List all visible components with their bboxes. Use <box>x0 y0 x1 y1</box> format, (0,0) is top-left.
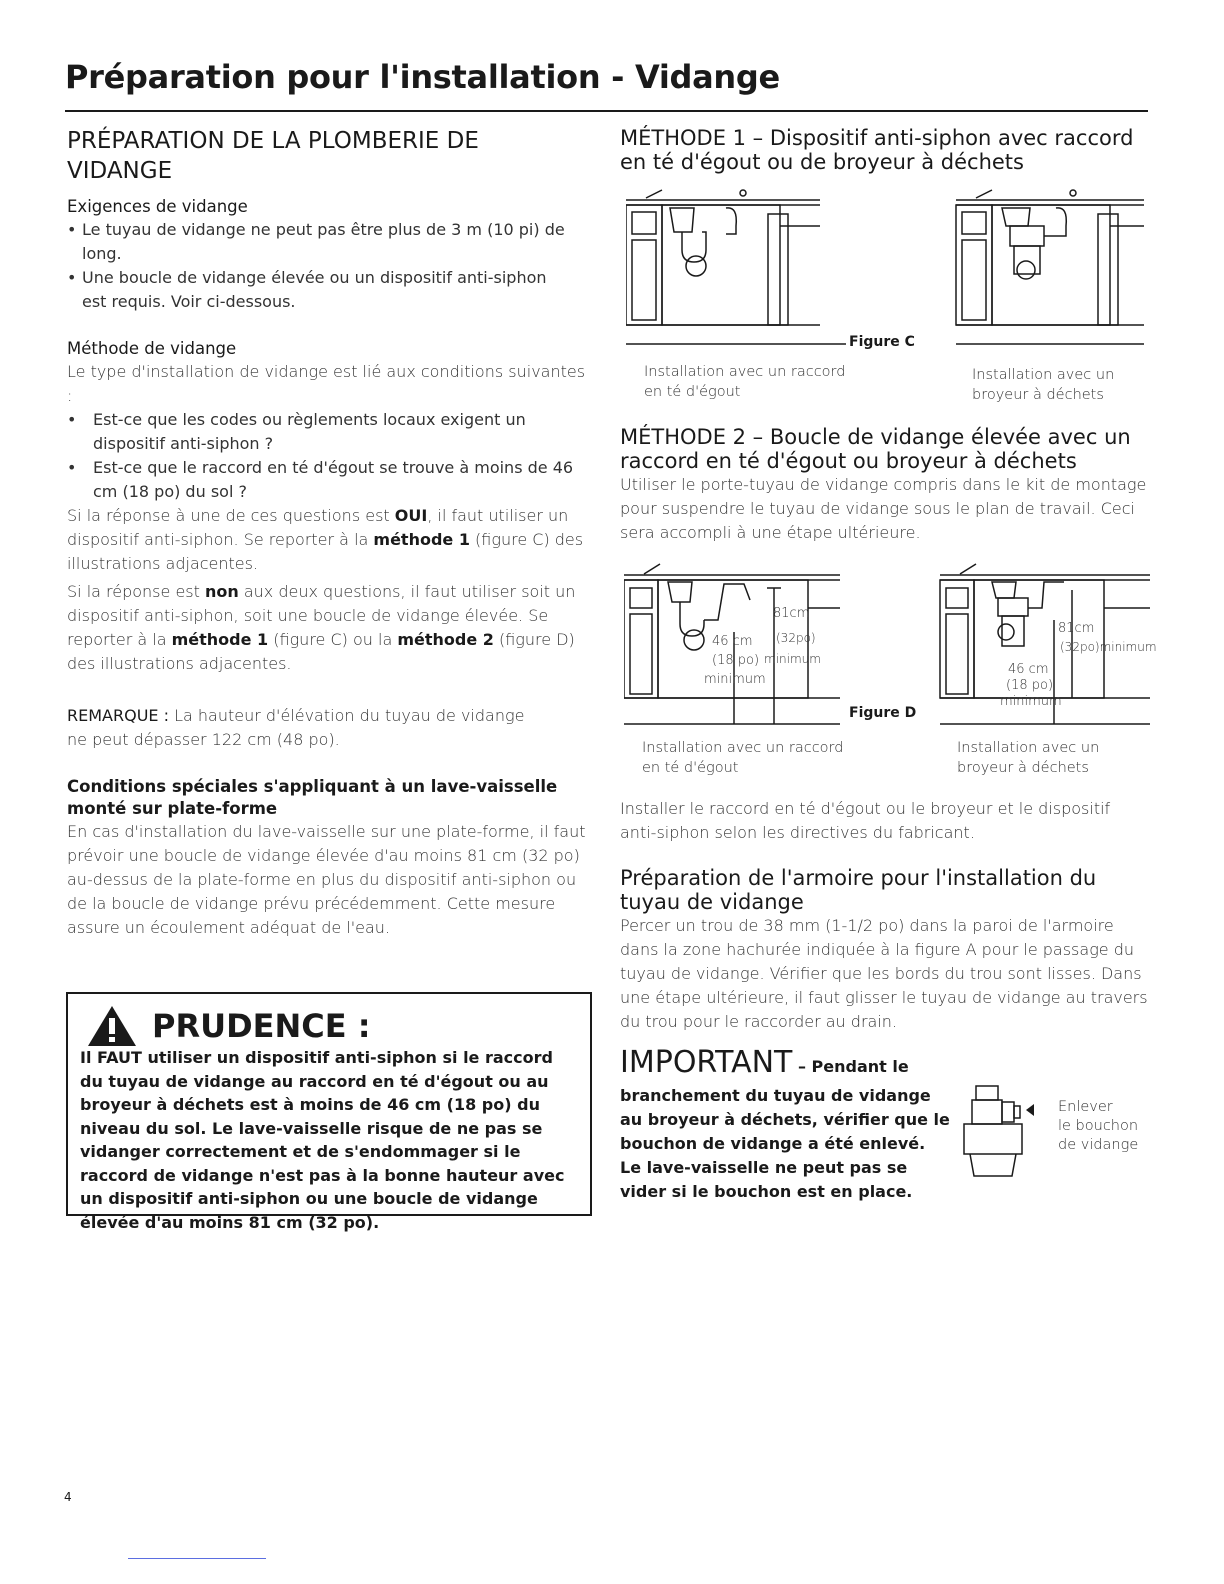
methode-intro: Le type d'installation de vidange est lié aux conditions suivantes : <box>67 362 586 405</box>
caution-box <box>66 992 592 1232</box>
important-subtitle: – Pendant le <box>792 1057 909 1076</box>
dim-46cm-right: 46 cm <box>1008 662 1049 677</box>
method1-heading: MÉTHODE 1 – Dispositif anti-siphon avec raccord en té d'égout ou de broyeur à déchets <box>620 126 1134 174</box>
plug-label: Enlever le bouchon de vidange <box>1058 1099 1139 1153</box>
plateforme-text: En cas d'installation du lave-vaisselle sur une plate-forme, il faut prévoir une boucle de vidange élevée d'au moins 81 cm (32 po) au-dessus de la plate-forme en plus du dispositif anti-siphon ou de la boucle de vidange prévu précédemment. Cette mesure assure un écoulement adéquat de l'eau. <box>67 822 586 937</box>
figure-c-caption-left: Installation avec un raccord en té d'égout <box>644 364 846 400</box>
caution-header <box>86 1004 371 1048</box>
figure-c-caption-right: Installation avec un broyeur à déchets <box>972 367 1115 403</box>
disposer-plug-diagram <box>960 1080 1060 1180</box>
exigences-list <box>67 218 567 314</box>
armoire-heading: Préparation de l'armoire pour l'installation du tuyau de vidange <box>620 866 1097 914</box>
list-item: • Est-ce que le raccord en té d'égout se trouve à moins de 46 cm (18 po) du sol ? <box>67 456 582 504</box>
dim-32po-right: (32po)minimum <box>1060 640 1157 654</box>
figure-d-caption-left: Installation avec un raccord en té d'égout <box>642 740 844 776</box>
caution-text: Il FAUT utiliser un dispositif anti-siphon si le raccord du tuyau de vidange au raccord en té d'égout ou au broyeur à déchets est à moins de 46 cm (18 po) du niveau du sol. Le lave-vaisselle risque de ne pas se vidanger correctement et de s'endommager si le raccord de vidange n'est pas à la bonne hauteur avec un dispositif anti-siphon ou une boucle de vidange élevée d'au moins 81 cm (32 po). <box>80 1048 565 1232</box>
list-item: • Est-ce que les codes ou règlements locaux exigent un dispositif anti-siphon ? <box>67 408 582 456</box>
method2-block <box>620 425 1148 545</box>
methode-paragraph-2: Si la réponse est non aux deux questions, il faut utiliser soit un dispositif anti-siphon, soit une boucle de vidange élevée. Se reporter à la méthode 1 (figure C) ou la méthode 2 (figure D) des illustrations adjacentes. <box>67 582 576 673</box>
page-title: Préparation pour l'installation - Vidange <box>65 58 780 96</box>
dim-minimum-right: minimum <box>1000 694 1062 709</box>
exigences-title: Exigences de vidange <box>67 197 248 216</box>
dim-46cm-left: 46 cm <box>712 634 753 649</box>
armoire-block <box>620 866 1148 1034</box>
methode-list <box>67 408 582 504</box>
title-rule <box>65 110 1148 112</box>
important-title: IMPORTANT <box>620 1045 793 1080</box>
important-block <box>620 1046 950 1204</box>
method2-after-text: Installer le raccord en té d'égout ou le broyeur et le dispositif anti-siphon selon les directives du fabricant. <box>620 799 1111 842</box>
section-heading-plomberie: PRÉPARATION DE LA PLOMBERIE DE VIDANGE <box>67 128 479 184</box>
dim-minimum-left-b: minimum <box>704 672 766 687</box>
methode-paragraph-1: Si la réponse à une de ces questions est OUI, il faut utiliser un dispositif anti-siphon. Se reporter à la méthode 1 (figure C) des illustrations adjacentes. <box>67 506 584 573</box>
important-text: branchement du tuyau de vidange au broyeur à déchets, vérifier que le bouchon de vidange a été enlevé. Le lave-vaisselle ne peut pas se vider si le bouchon est en place. <box>620 1086 950 1201</box>
figure-c-label: Figure C <box>849 334 915 350</box>
caution-title: PRUDENCE : <box>152 1007 371 1045</box>
method2-heading: MÉTHODE 2 – Boucle de vidange élevée avec un raccord en té d'égout ou broyeur à déchets <box>620 425 1131 473</box>
figure-c-right-cabinet <box>956 190 1144 344</box>
dim-minimum-left-a: minimum <box>764 652 821 666</box>
plateforme-title: Conditions spéciales s'appliquant à un lave-vaisselle monté sur plate-forme <box>67 777 558 818</box>
dim-81cm-right: 81cm <box>1058 621 1095 636</box>
page-number: 4 <box>64 1490 72 1504</box>
remarque: REMARQUE : La hauteur d'élévation du tuyau de vidange ne peut dépasser 122 cm (48 po). <box>67 706 525 749</box>
list-item: • Une boucle de vidange élevée ou un dispositif anti-siphon est requis. Voir ci-dessous. <box>67 266 567 314</box>
dim-81cm-left: 81cm <box>773 606 810 621</box>
armoire-text: Percer un trou de 38 mm (1-1/2 po) dans la paroi de l'armoire dans la zone hachurée indiquée à la figure A pour le passage du tuyau de vidange. Vérifier que les bords du trou sont lisses. Dans une étape ultérieure, il faut glisser le tuyau de vidange au travers du trou pour le raccorder au drain. <box>620 916 1148 1031</box>
warning-icon <box>86 1004 138 1048</box>
method2-text: Utiliser le porte-tuyau de vidange compris dans le kit de montage pour suspendre le tuyau de vidange sous le plan de travail. Ceci sera accompli à une étape ultérieure. <box>620 475 1147 542</box>
methode-title: Méthode de vidange <box>67 339 237 358</box>
dim-18po-left: (18 po) <box>712 653 760 668</box>
figure-d-label: Figure D <box>849 705 917 721</box>
dim-18po-right: (18 po) <box>1006 678 1054 693</box>
list-item: • Le tuyau de vidange ne peut pas être plus de 3 m (10 pi) de long. <box>67 218 567 266</box>
figure-d-caption-right: Installation avec un broyeur à déchets <box>957 740 1100 776</box>
figure-c-left-cabinet <box>626 190 846 344</box>
figure-c-diagram <box>626 186 1148 351</box>
dim-32po-left: (32po) <box>776 631 816 645</box>
right-column <box>620 126 1148 174</box>
footer-link-line <box>128 1558 266 1559</box>
left-column <box>67 126 594 940</box>
